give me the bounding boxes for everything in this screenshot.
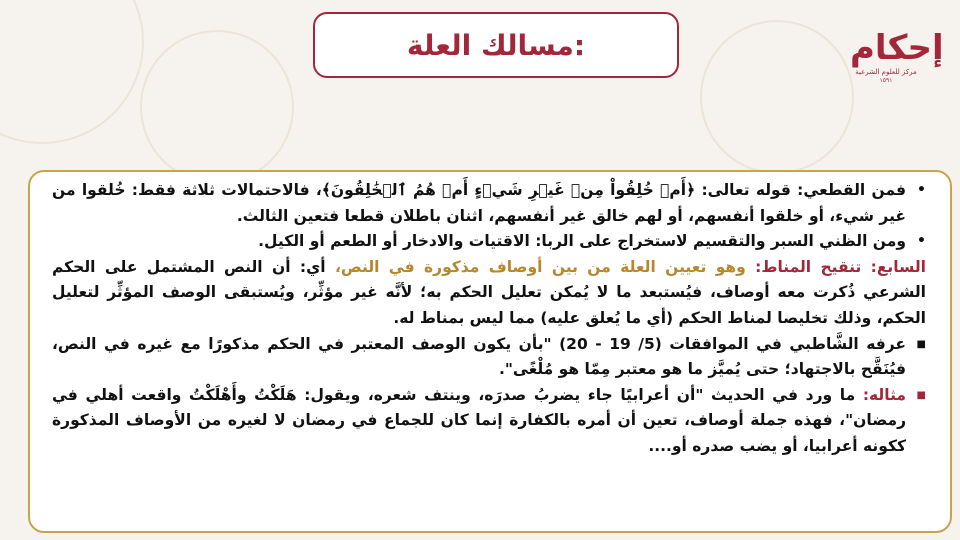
paragraph-shatibi (52, 332, 926, 383)
content-box (28, 170, 952, 533)
background-ornament (140, 30, 294, 184)
paragraph-example (52, 383, 926, 460)
logo-subtitle: مركز للعلوم الشرعية (855, 68, 917, 76)
logo-mark: إحكام (850, 28, 944, 68)
example-label: مثاله: (862, 385, 906, 404)
bullet-icon: • (917, 182, 926, 198)
square-bullet-icon: ■ (916, 389, 926, 401)
paragraph-speculative (52, 229, 926, 255)
highlight-text: وهو تعيين العلة من بين أوصاف مذكورة في النص، (334, 257, 756, 276)
paragraph-seventh (52, 255, 926, 332)
paragraph-definitive (52, 178, 926, 229)
paragraph-text: ما ورد في الحديث "أن أعرابيًا جاء يضربُ صدرَه، وينتف شعره، ويقول: هَلَكْتُ وأَهْلَكْتُ واقعت أهلي في رمضان"، فهذه جملة أوصاف، تعين أن أمره بالكفارة إنما كان للجماع في رمضان لا لغيره من الأوصاف المذكورة ككونه أعرابيا، أو يضب صدره أو.... (52, 385, 906, 455)
paragraph-text: ، فالاحتمالات ثلاثة فقط: خُلقوا من غير شيء، أو خلقوا أنفسهم، أو لهم خالق غير أنفسهم، اثنان باطلان قطعا فتعين الثالث. (52, 181, 906, 225)
bullet-icon: • (917, 233, 926, 250)
square-bullet-icon: ■ (916, 338, 926, 350)
quran-verse: ﴿أَمۡ خُلِقُواْ مِنۡ غَيۡرِ شَيۡءٍ أَمۡ هُمُ ٱلۡخَٰلِقُونَ﴾ (321, 181, 696, 199)
section-label: السابع: تنقيح المناط: (755, 257, 926, 276)
paragraph-text: ومن الظني السبر والتقسيم لاستخراج على الربا: الاقتيات والادخار أو الطعم أو الكيل. (258, 232, 906, 251)
paragraph-text: عرفه الشَّاطبي في الموافقات (5/ 19 - 20) "بأن يكون الوصف المعتبر في الحكم مذكورًا مع غيره في النص، فيُنَقَّح بالاجتهاد؛ حتى يُميَّز ما هو معتبر مِمّا هو مُلْغًى". (52, 334, 907, 379)
background-ornament (700, 20, 854, 174)
background-ornament (0, 0, 144, 144)
logo (850, 28, 944, 94)
page-title: مسالك العلة: (406, 28, 586, 62)
logo-tagline: ١٥٩١ (879, 77, 893, 84)
title-box (313, 12, 679, 78)
paragraph-text: أي: أن النص المشتمل على الحكم الشرعي ذُكرت معه أوصاف، فيُستبعد ما لا يُمكن تعليل الحكم به؛ لأنَّه غير مؤثِّر، ويُستبقى الوصف المؤثِّر لتعليل الحكم، وذلك تخليصا لمناط الحكم (أي ما يُعلق عليه) مما ليس بمناط له. (52, 257, 926, 327)
paragraph-text: فمن القطعي: قوله تعالى: (695, 181, 906, 199)
